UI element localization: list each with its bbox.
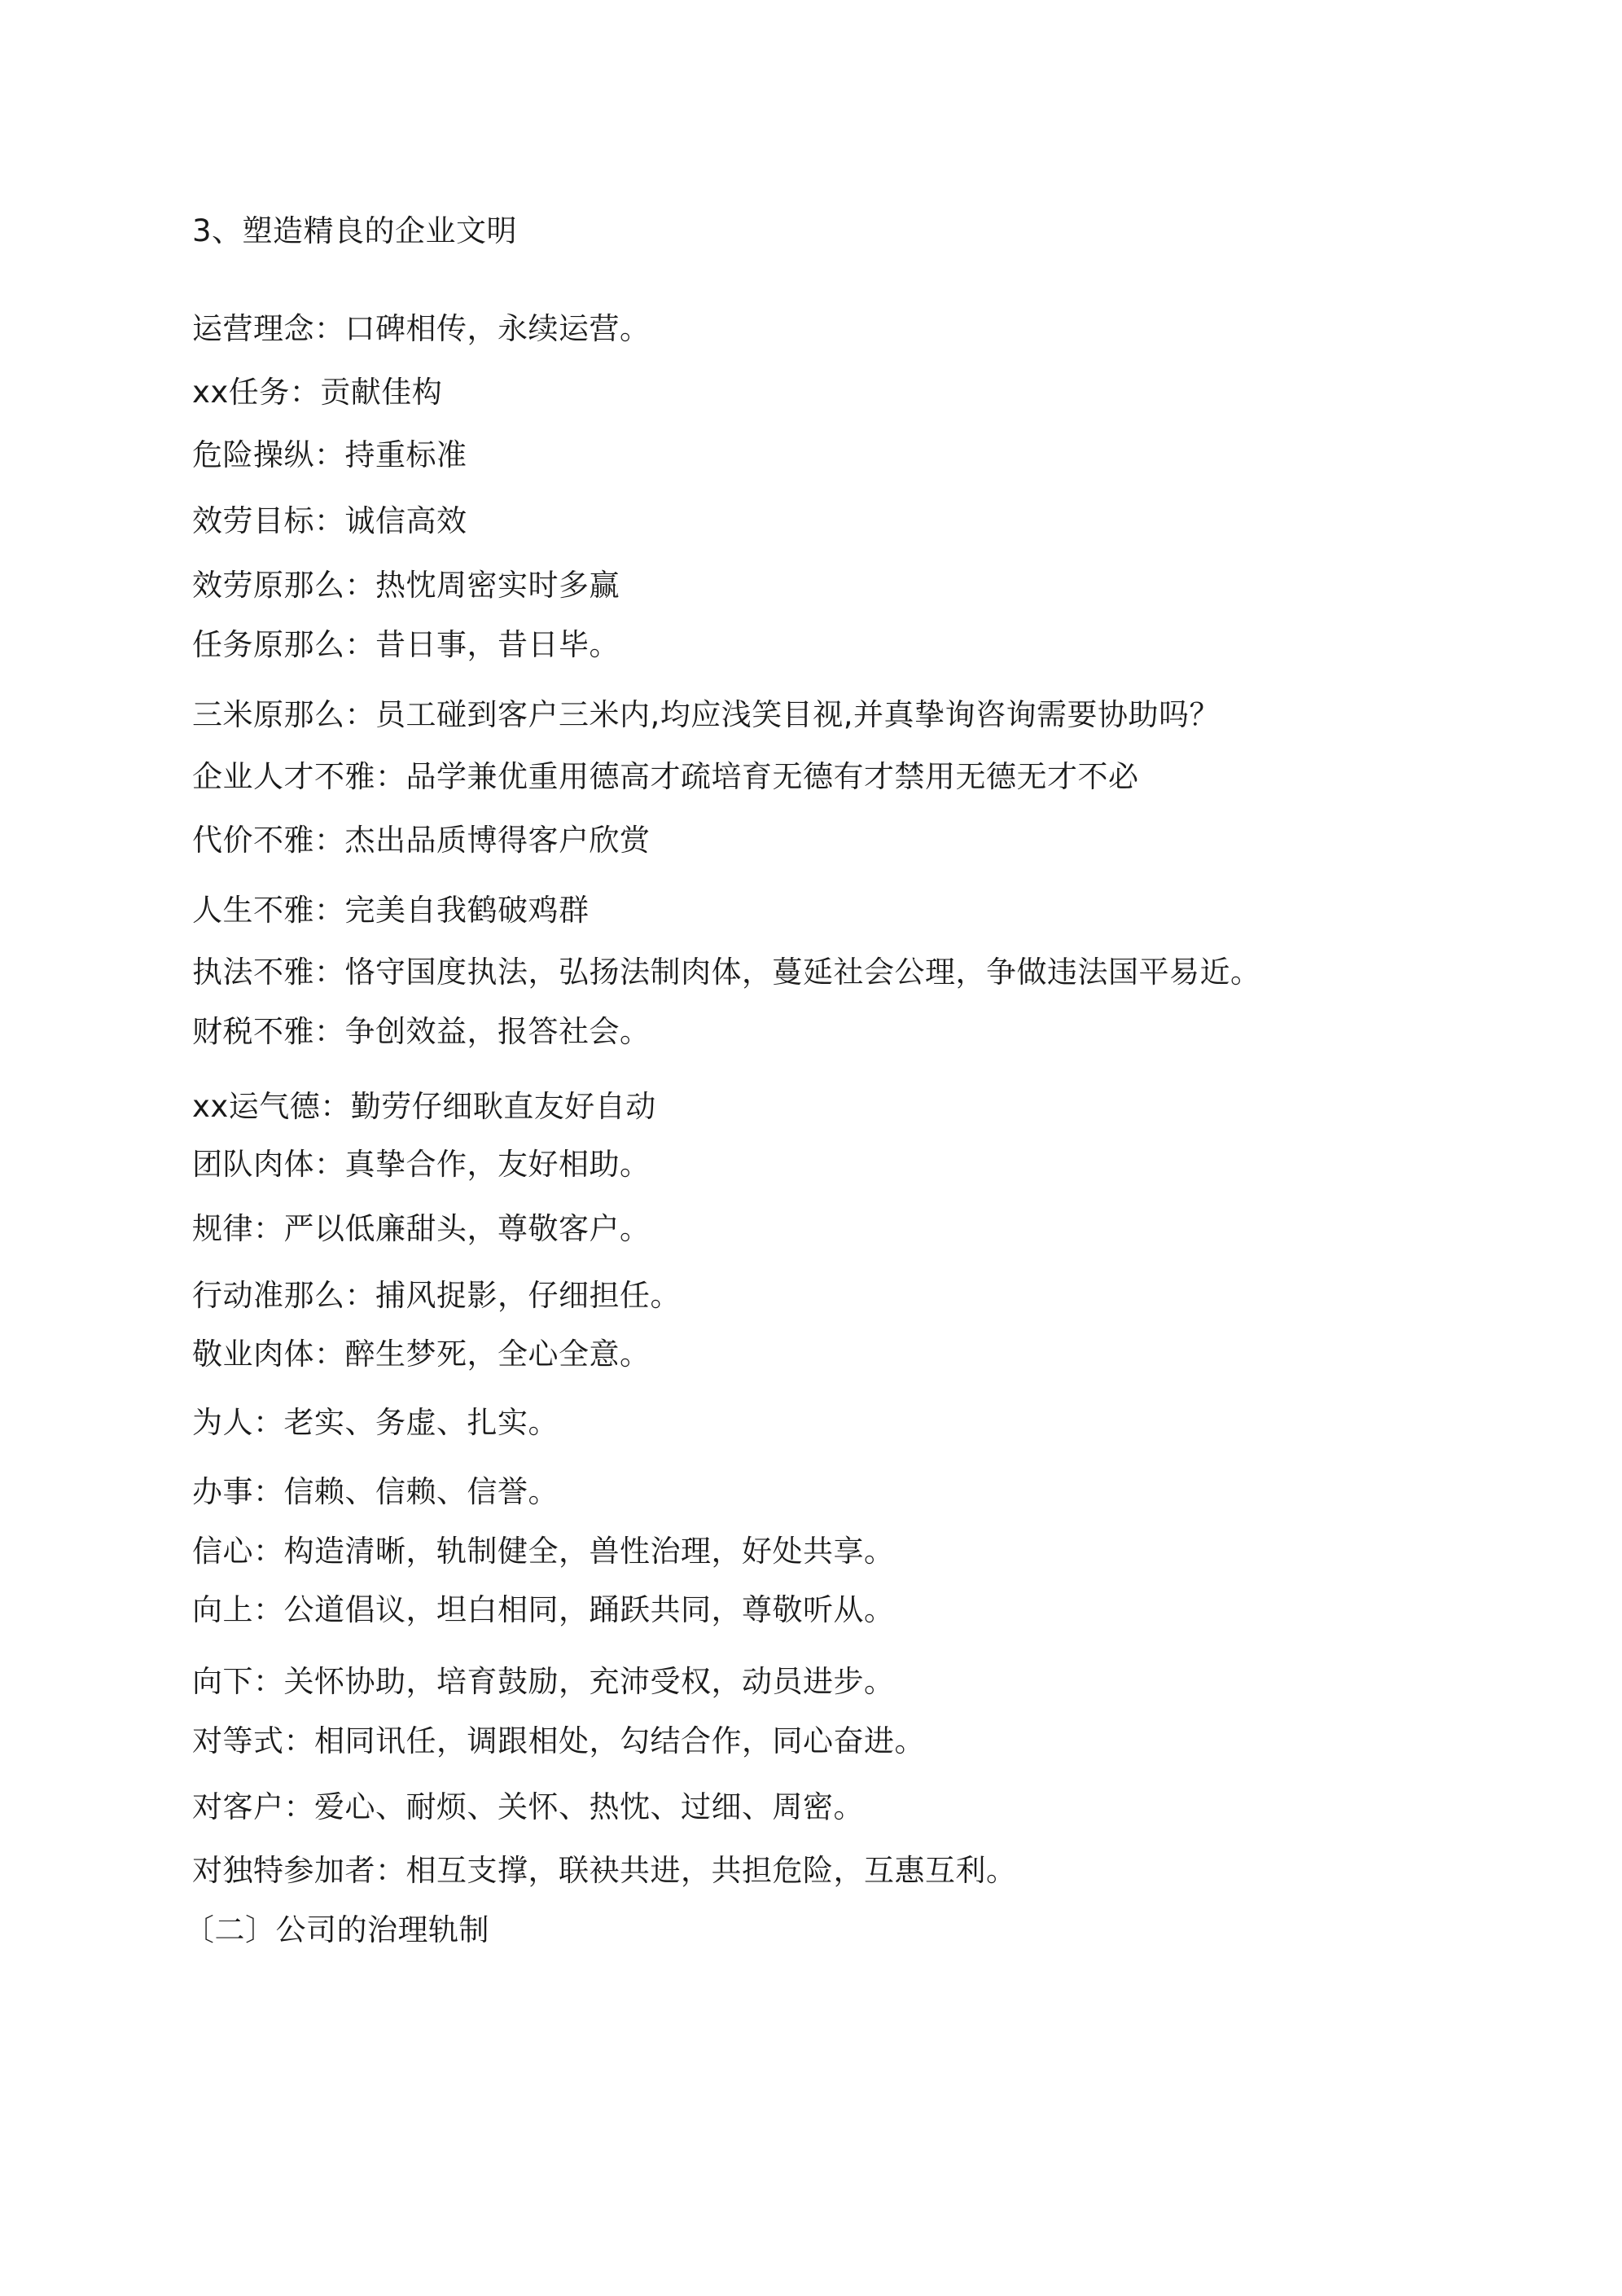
- text-line: 规律：严以低廉甜头，尊敬客户。: [192, 1211, 651, 1246]
- section-heading: 〔二〕公司的治理轨制: [184, 1912, 489, 1947]
- text-line: 财税不雅：争创效益，报答社会。: [192, 1014, 651, 1049]
- text-line: 运营理念：口碑相传，永续运营。: [192, 311, 651, 346]
- text-line: 代价不雅：杰出品质博得客户欣赏: [192, 823, 651, 858]
- text-line: 三米原那么：员工碰到客户三米内,均应浅笑目视,并真挚询咨询需要协助吗？: [192, 697, 1221, 732]
- text-line: 效劳原那么：热忱周密实时多赢: [192, 568, 620, 603]
- section-heading: 3、塑造精良的企业文明: [192, 213, 518, 248]
- text-line: 行动准那么：捕风捉影，仔细担任。: [192, 1278, 681, 1313]
- text-line: 团队肉体：真挚合作，友好相助。: [192, 1147, 651, 1182]
- text-line: 信心：构造清晰，轨制健全，兽性治理，好处共享。: [192, 1534, 895, 1569]
- text-line: 为人：老实、务虚、扎实。: [192, 1405, 559, 1440]
- text-line: xx运气德：勤劳仔细耿直友好自动: [192, 1089, 656, 1124]
- text-line: 对等式：相同讯任，调跟相处，勾结合作，同心奋进。: [192, 1723, 925, 1758]
- text-line: 任务原那么：昔日事，昔日毕。: [192, 627, 620, 662]
- text-line: 对独特参加者：相互支撑，联袂共进，共担危险，互惠互利。: [192, 1853, 1017, 1888]
- text-line: 企业人才不雅：品学兼优重用德高才疏培育无德有才禁用无德无才不必: [192, 759, 1139, 794]
- text-line: 效劳目标：诚信高效: [192, 503, 467, 538]
- text-line: 向上：公道倡议，坦白相同，踊跃共同，尊敬听从。: [192, 1592, 895, 1627]
- text-line: xx任务：贡献佳构: [192, 375, 443, 410]
- text-line: 危险操纵：持重标准: [192, 437, 467, 472]
- text-line: 人生不雅：完美自我鹤破鸡群: [192, 893, 590, 928]
- text-line: 向下：关怀协助，培育鼓励，充沛受权，动员进步。: [192, 1664, 895, 1699]
- text-line: 敬业肉体：醉生梦死，全心全意。: [192, 1337, 651, 1372]
- text-line: 对客户：爱心、耐烦、关怀、热忱、过细、周密。: [192, 1789, 864, 1824]
- text-line: 办事：信赖、信赖、信誉。: [192, 1474, 559, 1509]
- text-line: 执法不雅：恪守国度执法，弘扬法制肉体，蔓延社会公理，争做违法国平易近。: [192, 955, 1261, 990]
